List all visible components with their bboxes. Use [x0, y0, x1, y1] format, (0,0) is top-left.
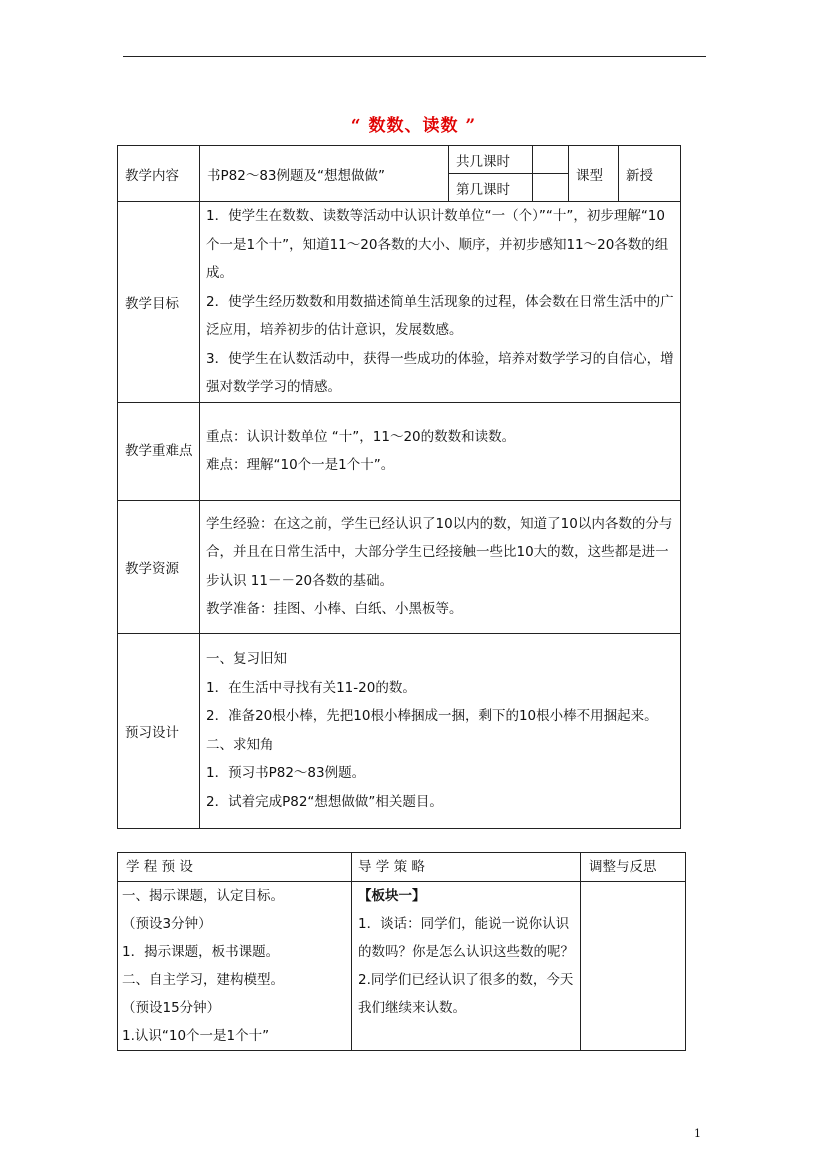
preview-item: 二、求知角	[206, 736, 274, 753]
key-point-item: 重点：认识计数单位 “十”，11～20的数数和读数。	[206, 428, 516, 445]
process-item: 1.认识“10个一是1个十”	[122, 1028, 270, 1044]
process-item: 二、自主学习，建构模型。	[122, 972, 284, 988]
process-item: （预设3分钟）	[122, 916, 212, 932]
lesson-no-value	[533, 174, 569, 202]
goals-label: 教学目标	[118, 202, 200, 403]
key-points-cell	[200, 402, 681, 500]
preview-item: 2．准备20根小棒，先把10根小棒捆成一捆，剩下的10根小棒不用捆起来。	[206, 708, 658, 724]
lesson-no-label: 第几课时	[449, 174, 533, 202]
preview-cell	[200, 633, 681, 828]
adjust-reflect-cell	[581, 882, 686, 1051]
strategy-item: 2.同学们已经认识了很多的数，今天我们继续来认数。	[358, 972, 574, 1016]
key-point-item: 难点：理解“10个一是1个十”。	[206, 457, 395, 473]
preview-item: 2．试着完成P82“想想做做”相关题目。	[206, 793, 443, 810]
key-points-label: 教学重难点	[118, 402, 200, 500]
header-learning-process: 学 程 预 设	[118, 853, 352, 882]
process-item: （预设15分钟）	[122, 1000, 221, 1016]
process-item: 1．揭示课题，板书课题。	[122, 944, 280, 960]
goal-item: 3．使学生在认数活动中，获得一些成功的体验，培养对数学学习的自信心，增强对数学学习的情感。	[206, 350, 674, 395]
guidance-strategy-cell	[352, 882, 581, 1051]
header-guidance-strategy: 导 学 策 略	[352, 853, 581, 882]
teaching-process-table	[117, 852, 686, 1051]
lesson-info-table	[117, 145, 681, 829]
lesson-type-value: 新授	[619, 146, 681, 202]
page-number: 1	[694, 1127, 701, 1140]
lesson-type-label: 课型	[569, 146, 619, 202]
strategy-item: 1．谈话：同学们，能说一说你认识的数吗？你是怎么认识这些数的呢？	[358, 916, 574, 960]
resources-label: 教学资源	[118, 500, 200, 633]
goals-cell	[200, 202, 681, 403]
document-title: “ 数数、读数 ”	[350, 116, 477, 136]
learning-process-cell	[118, 882, 352, 1051]
total-lessons-value	[533, 146, 569, 174]
strategy-item: 【板块一】	[358, 888, 426, 904]
preview-item: 1．预习书P82～83例题。	[206, 765, 366, 781]
preview-item: 一、复习旧知	[206, 651, 287, 667]
preview-item: 1．在生活中寻找有关11-20的数。	[206, 679, 416, 696]
process-item: 一、揭示课题，认定目标。	[122, 888, 284, 904]
goal-item: 2．使学生经历数数和用数描述简单生活现象的过程，体会数在日常生活中的广泛应用，培养初步的估计意识，发展数感。	[206, 293, 674, 338]
resource-item: 教学准备：挂图、小棒、白纸、小黑板等。	[206, 601, 463, 617]
header-adjust-reflect: 调整与反思	[581, 853, 686, 882]
goal-item: 1．使学生在数数、读数等活动中认识计数单位“一（个）”“十”，初步理解“10个一是1个十”，知道11～20各数的大小、顺序，并初步感知11～20各数的组成。	[206, 208, 669, 281]
resource-item: 学生经验：在这之前，学生已经认识了10以内的数，知道了10以内各数的分与合，并且在日常生活中，大部分学生已经接触一些比10大的数，这些都是进一步认识 11－－20各数的基础。	[206, 515, 673, 589]
resources-cell	[200, 500, 681, 633]
total-lessons-label: 共几课时	[449, 146, 533, 174]
header-rule	[123, 56, 706, 57]
content-value: 书P82～83例题及“想想做做”	[200, 146, 449, 202]
preview-label: 预习设计	[118, 633, 200, 828]
content-label: 教学内容	[118, 146, 200, 202]
